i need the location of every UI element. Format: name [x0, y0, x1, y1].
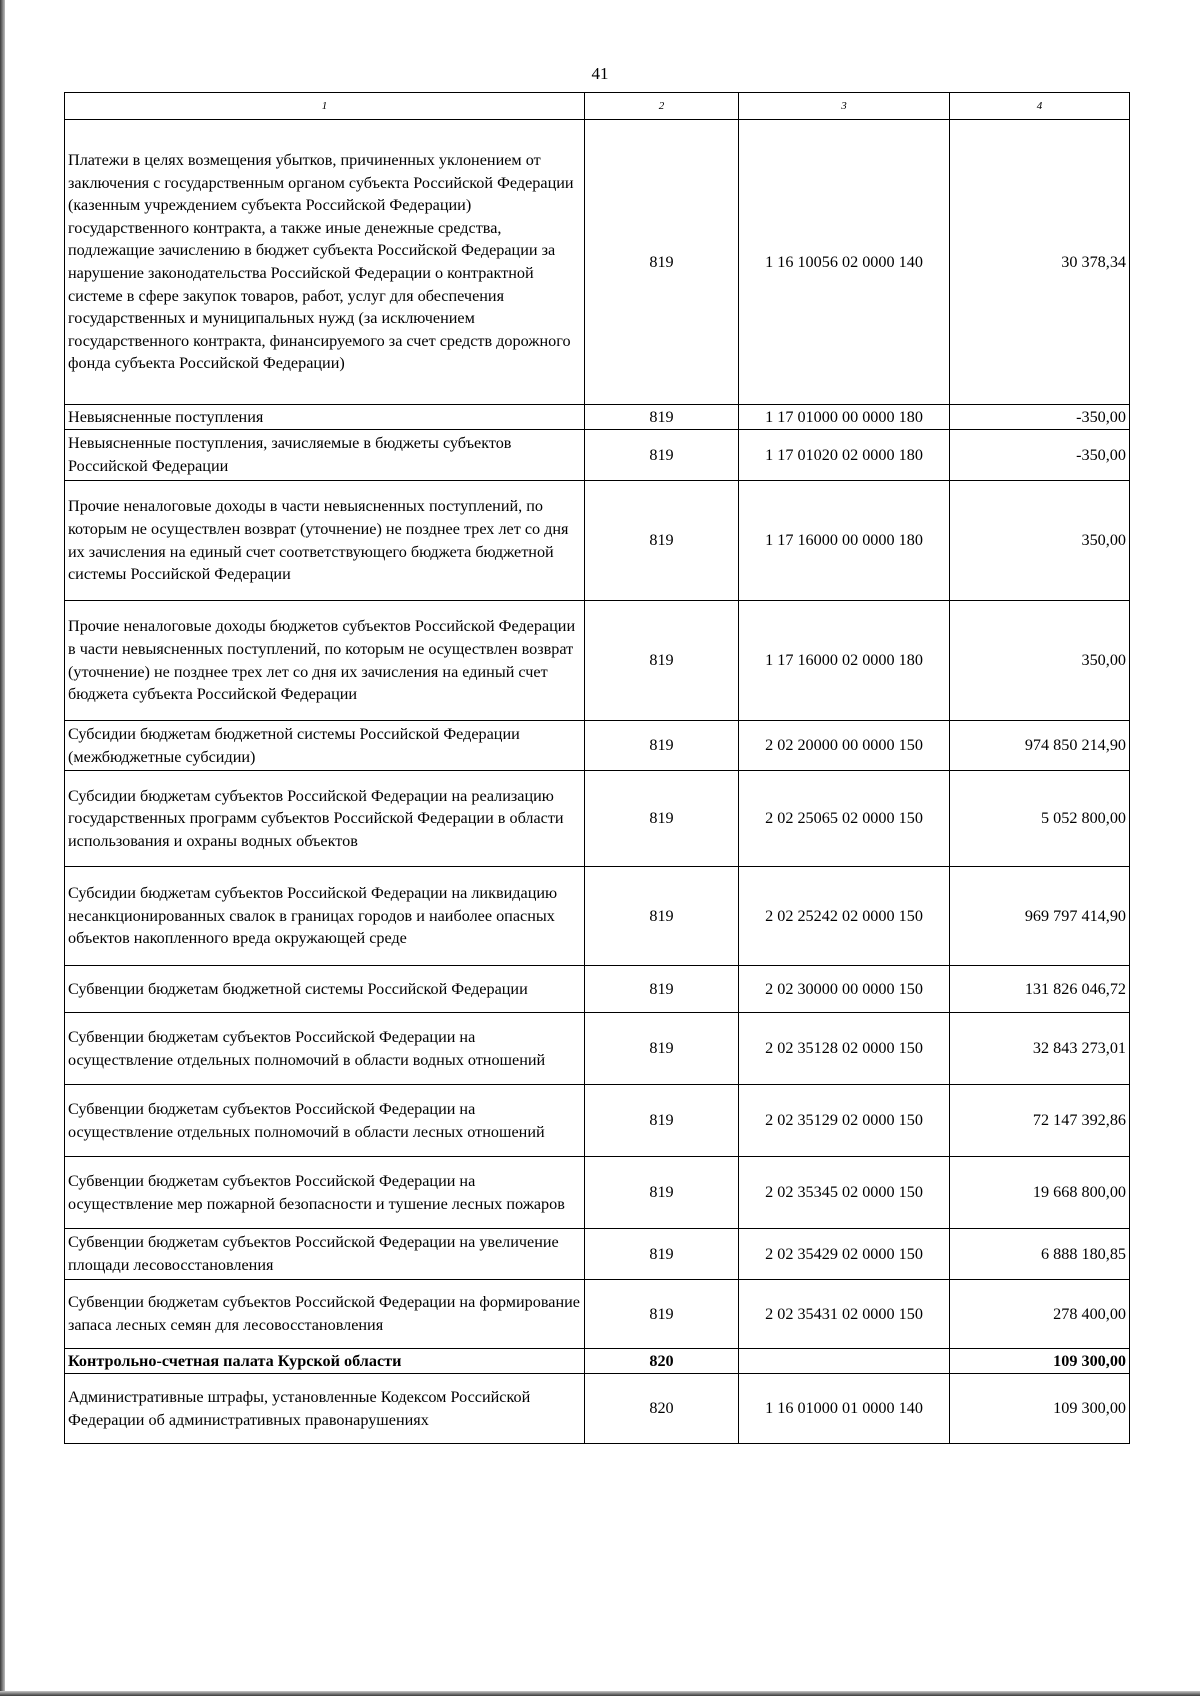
row-budget-code: 1 17 16000 02 0000 180 [739, 601, 950, 721]
row-budget-code: 1 17 16000 00 0000 180 [739, 481, 950, 601]
row-amount: 350,00 [950, 481, 1130, 601]
row-admin-code: 819 [585, 1280, 739, 1349]
row-budget-code: 2 02 35431 02 0000 150 [739, 1280, 950, 1349]
table-row [65, 1229, 1130, 1280]
table-row [65, 721, 1130, 771]
row-budget-code: 1 16 01000 01 0000 140 [739, 1374, 950, 1444]
table-row [65, 1013, 1130, 1085]
row-budget-code [739, 1349, 950, 1374]
row-amount: -350,00 [950, 405, 1130, 430]
row-admin-code: 819 [585, 1013, 739, 1085]
row-admin-code: 820 [585, 1349, 739, 1374]
row-admin-code: 819 [585, 721, 739, 771]
row-name: Субсидии бюджетам субъектов Российской Федерации на ликвидацию несанкционированных свалок в границах городов и наиболее опасных объектов накопленного вреда окружающей среде [65, 867, 585, 966]
row-budget-code: 2 02 20000 00 0000 150 [739, 721, 950, 771]
column-header-4: 4 [950, 93, 1130, 120]
row-admin-code: 819 [585, 771, 739, 867]
table-row [65, 966, 1130, 1013]
row-name: Субвенции бюджетам субъектов Российской Федерации на осуществление отдельных полномочий в области лесных отношений [65, 1085, 585, 1157]
row-budget-code: 1 16 10056 02 0000 140 [739, 120, 950, 405]
row-budget-code: 2 02 35345 02 0000 150 [739, 1157, 950, 1229]
table-row [65, 481, 1130, 601]
table-row [65, 867, 1130, 966]
table-row [65, 601, 1130, 721]
row-budget-code: 2 02 35429 02 0000 150 [739, 1229, 950, 1280]
row-name: Невыясненные поступления, зачисляемые в бюджеты субъектов Российской Федерации [65, 430, 585, 481]
scan-edge-bottom [0, 1691, 1200, 1696]
row-name: Субвенции бюджетам субъектов Российской Федерации на формирование запаса лесных семян для лесовосстановления [65, 1280, 585, 1349]
column-header-2: 2 [585, 93, 739, 120]
row-name: Платежи в целях возмещения убытков, причиненных уклонением от заключения с государственным органом субъекта Российской Федерации (казенным учреждением субъекта Российской Федерации) государственного контракта, а также иные денежные средства, подлежащие зачислению в бюджет субъекта Российской Федерации за нарушение законодательства Российской Федерации о контрактной системе в сфере закупок товаров, работ, услуг для обеспечения государственных и муниципальных нужд (за исключением государственного контракта, финансируемого за счет средств дорожного фонда субъекта Российской Федерации) [65, 120, 585, 405]
row-admin-code: 819 [585, 1085, 739, 1157]
row-name: Прочие неналоговые доходы в части невыясненных поступлений, по которым не осуществлен возврат (уточнение) не позднее трех лет со дня их зачисления на единый счет соответствующего бюджета бюджетной системы Российской Федерации [65, 481, 585, 601]
table-row [65, 1085, 1130, 1157]
table-row [65, 1157, 1130, 1229]
table-row [65, 405, 1130, 430]
row-admin-code: 819 [585, 481, 739, 601]
row-amount: 109 300,00 [950, 1349, 1130, 1374]
column-number-row [65, 93, 1130, 120]
row-amount: 974 850 214,90 [950, 721, 1130, 771]
row-budget-code: 1 17 01020 02 0000 180 [739, 430, 950, 481]
column-header-3: 3 [739, 93, 950, 120]
table-row [65, 1374, 1130, 1444]
row-budget-code: 2 02 25065 02 0000 150 [739, 771, 950, 867]
row-name: Прочие неналоговые доходы бюджетов субъектов Российской Федерации в части невыясненных поступлений, по которым не осуществлен возврат (уточнение) не позднее трех лет со дня их зачисления на единый счет бюджета субъекта Российской Федерации [65, 601, 585, 721]
row-budget-code: 2 02 25242 02 0000 150 [739, 867, 950, 966]
row-admin-code: 819 [585, 405, 739, 430]
row-budget-code: 2 02 35128 02 0000 150 [739, 1013, 950, 1085]
row-amount: 350,00 [950, 601, 1130, 721]
table-row [65, 120, 1130, 405]
row-budget-code: 1 17 01000 00 0000 180 [739, 405, 950, 430]
row-admin-code: 819 [585, 430, 739, 481]
table-row [65, 430, 1130, 481]
scan-edge-left [0, 0, 5, 1696]
row-name: Субвенции бюджетам бюджетной системы Российской Федерации [65, 966, 585, 1013]
table-row [65, 771, 1130, 867]
row-name: Субвенции бюджетам субъектов Российской Федерации на осуществление мер пожарной безопасности и тушение лесных пожаров [65, 1157, 585, 1229]
row-admin-code: 819 [585, 601, 739, 721]
page-number: 41 [591, 64, 609, 83]
row-budget-code: 2 02 30000 00 0000 150 [739, 966, 950, 1013]
table-row [65, 1280, 1130, 1349]
row-amount: 278 400,00 [950, 1280, 1130, 1349]
row-admin-code: 819 [585, 867, 739, 966]
row-name: Субсидии бюджетам бюджетной системы Российской Федерации (межбюджетные субсидии) [65, 721, 585, 771]
row-admin-code: 820 [585, 1374, 739, 1444]
row-name: Невыясненные поступления [65, 405, 585, 430]
row-budget-code: 2 02 35129 02 0000 150 [739, 1085, 950, 1157]
revenue-table [64, 92, 1130, 1444]
row-amount: 6 888 180,85 [950, 1229, 1130, 1280]
row-name: Субвенции бюджетам субъектов Российской Федерации на увеличение площади лесовосстановления [65, 1229, 585, 1280]
row-amount: 30 378,34 [950, 120, 1130, 405]
row-name: Контрольно-счетная палата Курской области [65, 1349, 585, 1374]
row-admin-code: 819 [585, 1229, 739, 1280]
row-amount: 32 843 273,01 [950, 1013, 1130, 1085]
row-amount: 5 052 800,00 [950, 771, 1130, 867]
table-row-organization [65, 1349, 1130, 1374]
row-amount: 72 147 392,86 [950, 1085, 1130, 1157]
row-admin-code: 819 [585, 966, 739, 1013]
row-amount: 969 797 414,90 [950, 867, 1130, 966]
row-admin-code: 819 [585, 120, 739, 405]
row-amount: 19 668 800,00 [950, 1157, 1130, 1229]
row-amount: 109 300,00 [950, 1374, 1130, 1444]
row-amount: -350,00 [950, 430, 1130, 481]
row-admin-code: 819 [585, 1157, 739, 1229]
row-name: Субвенции бюджетам субъектов Российской Федерации на осуществление отдельных полномочий в области водных отношений [65, 1013, 585, 1085]
row-name: Административные штрафы, установленные Кодексом Российской Федерации об административных правонарушениях [65, 1374, 585, 1444]
column-header-1: 1 [65, 93, 585, 120]
row-amount: 131 826 046,72 [950, 966, 1130, 1013]
row-name: Субсидии бюджетам субъектов Российской Федерации на реализацию государственных программ субъектов Российской Федерации в области использования и охраны водных объектов [65, 771, 585, 867]
